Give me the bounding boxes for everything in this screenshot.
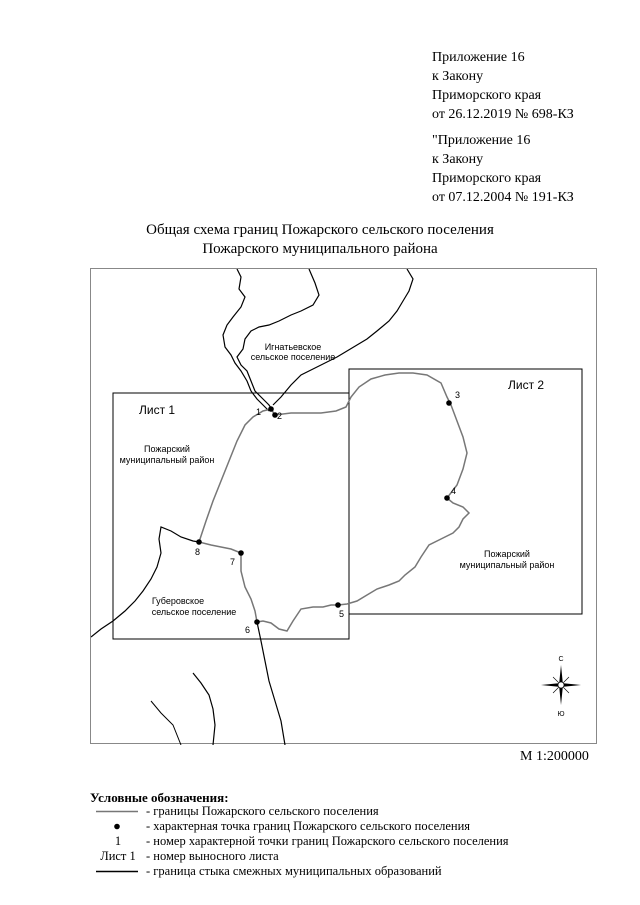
- boundary-point-4: [444, 495, 450, 501]
- point-label-6: 6: [245, 625, 251, 635]
- area-label-pozharsky-right: Пожарский: [484, 549, 530, 559]
- area-label-ignatyevskoe: Игнатьевское: [264, 342, 322, 352]
- sheet-2-label: Лист 2: [508, 378, 545, 392]
- map-subtitle: Пожарского муниципального района: [202, 241, 438, 257]
- point-label-1: 1: [256, 407, 262, 417]
- adjacent-boundary-south: [257, 622, 285, 745]
- boundary-point-8: [196, 539, 202, 545]
- map-canvas: [91, 269, 598, 745]
- boundary-point-5: [335, 602, 341, 608]
- legend-text: - границы Пожарского сельского поселения: [146, 804, 379, 818]
- point-label-4: 4: [451, 486, 457, 496]
- point-number-symbol: 1: [114, 834, 122, 848]
- boundary-point-1: [268, 406, 274, 412]
- map-frame: [90, 268, 597, 744]
- appendix-line: "Приложение 16: [432, 133, 531, 148]
- point-label-2: 2: [277, 411, 283, 421]
- appendix-current: [432, 48, 574, 124]
- area-label-pozharsky-left: Пожарский: [144, 444, 190, 454]
- legend-text: - номер характерной точки границ Пожарского сельского поселения: [146, 834, 509, 848]
- boundary-point-7: [238, 550, 244, 556]
- adjacent-boundary-guberovskoe: [91, 527, 199, 637]
- point-symbol: [90, 819, 146, 834]
- appendix-line: Приморского края: [432, 88, 542, 103]
- appendix-line: от 26.12.2019 № 698-КЗ: [432, 107, 574, 122]
- sheet-number-symbol: Лист 1: [100, 849, 136, 863]
- point-label-5: 5: [339, 609, 345, 619]
- area-label-pozharsky-right: муниципальный район: [459, 560, 555, 570]
- settlement-boundary: [199, 373, 469, 631]
- boundary-line-symbol: [90, 804, 146, 819]
- area-label-guberovskoe: Губеровское: [151, 596, 205, 606]
- legend-title: Условные обозначения:: [90, 790, 229, 805]
- area-label-guberovskoe: сельское поселение: [151, 607, 237, 617]
- legend-text: - граница стыка смежных муниципальных образований: [146, 864, 442, 878]
- sheet-2-frame: [349, 369, 582, 614]
- boundary-point-6: [254, 619, 260, 625]
- appendix-line: к Закону: [432, 69, 484, 84]
- sheet-1-frame: [113, 393, 349, 639]
- adjacent-boundary-ignatyevskoe: [237, 269, 319, 411]
- appendix-line: Приложение 16: [432, 50, 525, 65]
- appendix-line: от 07.12.2004 № 191-КЗ: [432, 190, 574, 205]
- point-label-7: 7: [230, 557, 236, 567]
- adjacent-boundary-southwest: [193, 673, 215, 745]
- adjacent-boundary-north: [223, 269, 269, 411]
- adjacent-boundary-southwest-2: [151, 701, 181, 745]
- map-scale: М 1:200000: [520, 749, 589, 764]
- point-label-3: 3: [455, 390, 461, 400]
- appendix-line: Приморского края: [432, 171, 542, 186]
- boundary-point-3: [446, 400, 452, 406]
- compass-icon: [541, 656, 581, 718]
- sheet-1-label: Лист 1: [139, 403, 176, 417]
- adjacent-boundary-east: [273, 269, 413, 405]
- legend-text: - номер выносного листа: [146, 849, 279, 863]
- adjacent-line-symbol: [90, 864, 146, 879]
- legend-text: - характерная точка границ Пожарского сельского поселения: [146, 819, 471, 833]
- appendix-line: к Закону: [432, 152, 484, 167]
- map-title: Общая схема границ Пожарского сельского поселения: [146, 222, 494, 238]
- point-label-8: 8: [195, 547, 201, 557]
- area-label-ignatyevskoe: сельское поселение: [250, 352, 336, 362]
- compass-north-label: С: [558, 656, 564, 663]
- compass-south-label: Ю: [557, 711, 565, 718]
- area-label-pozharsky-left: муниципальный район: [119, 455, 215, 465]
- appendix-previous: [432, 131, 574, 207]
